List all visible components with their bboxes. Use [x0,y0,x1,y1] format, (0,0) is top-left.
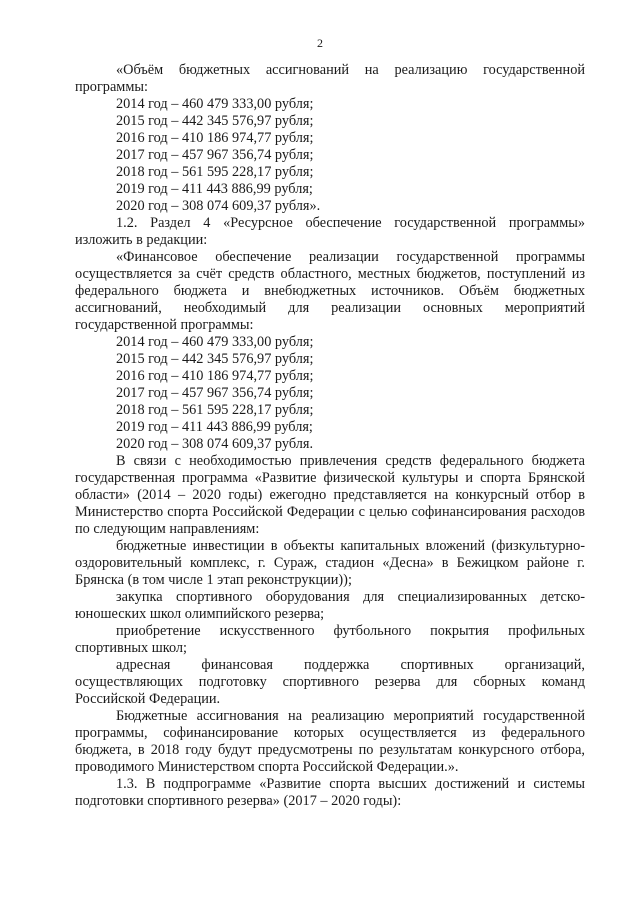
allocation-line: 2016 год – 410 186 974,77 рубля; [116,368,314,384]
allocation-line: 2018 год – 561 595 228,17 рубля; [116,164,314,180]
allocation-line: 2018 год – 561 595 228,17 рубля; [116,402,314,418]
direction-item: бюджетные инвестиции в объекты капитальных вложений (физкультурно-оздоровительный комплекс, г. Сураж, стадион «Десна» в Бежицком районе г. Брянска (в том числе 1 этап реконструкции)); [75,538,585,588]
allocation-line: 2015 год – 442 345 576,97 рубля; [116,351,314,367]
direction-item: закупка спортивного оборудования для специализированных детско-юношеских школ олимпийского резерва; [75,589,585,622]
allocation-intro: «Объём бюджетных ассигнований на реализацию государственной программы: [75,62,585,95]
allocation-line: 2019 год – 411 443 886,99 рубля; [116,419,313,435]
direction-item: адресная финансовая поддержка спортивных организаций, осуществляющих подготовку спортивного резерва для сборных команд Российской Федерации. [75,657,585,707]
allocation-line: 2020 год – 308 074 609,37 рубля. [116,436,314,452]
allocation-line: 2019 год – 411 443 886,99 рубля; [116,181,313,197]
document-body [75,62,585,810]
allocation-line: 2015 год – 442 345 576,97 рубля; [116,113,314,129]
page-number: 2 [317,36,323,50]
federal-budget-paragraph: В связи с необходимостью привлечения средств федерального бюджета государственная программа «Развитие физической культуры и спорта Брянской области» (2014 – 2020 годы) ежегодно представляется на конкурсный отбор в Министерство спорта Российской Федерации с целью софинансирования расходов по следующим направлениям: [75,453,585,537]
budget-allocation-paragraph: Бюджетные ассигнования на реализацию мероприятий государственной программы, софинансирование которых осуществляется из федерального бюджета, в 2018 году будут предусмотрены по результатам конкурсного отбора, проводимого Министерством спорта Российской Федерации.». [75,708,585,775]
allocation-line: 2014 год – 460 479 333,00 рубля; [116,96,314,112]
direction-item: приобретение искусственного футбольного покрытия профильных спортивных школ; [75,623,585,656]
section-1-2-heading: 1.2. Раздел 4 «Ресурсное обеспечение государственной программы» изложить в редакции: [75,215,585,248]
allocation-line: 2016 год – 410 186 974,77 рубля; [116,130,314,146]
allocation-line: 2017 год – 457 967 356,74 рубля; [116,147,314,163]
allocation-line: 2014 год – 460 479 333,00 рубля; [116,334,314,350]
allocation-line: 2017 год – 457 967 356,74 рубля; [116,385,314,401]
section-1-3-heading: 1.3. В подпрограмме «Развитие спорта высших достижений и системы подготовки спортивного резерва» (2017 – 2020 годы): [75,776,585,809]
financing-intro: «Финансовое обеспечение реализации государственной программы осуществляется за счёт средств областного, местных бюджетов, поступлений из федерального бюджета и внебюджетных источников. Объём бюджетных ассигнований, необходимый для реализации основных мероприятий государственной программы: [75,249,585,333]
allocation-line: 2020 год – 308 074 609,37 рубля». [116,198,321,214]
